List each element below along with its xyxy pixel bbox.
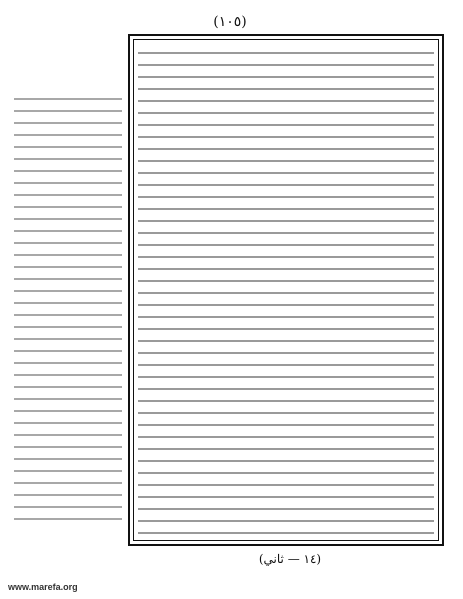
main-body-text xyxy=(138,44,434,536)
watermark: www.marefa.org xyxy=(8,582,78,592)
text-frame xyxy=(128,34,444,546)
footer-signature: (١٤ — ثاني) xyxy=(258,552,322,566)
page-number: (١٠٥) xyxy=(213,14,247,30)
margin-notes xyxy=(14,90,122,520)
